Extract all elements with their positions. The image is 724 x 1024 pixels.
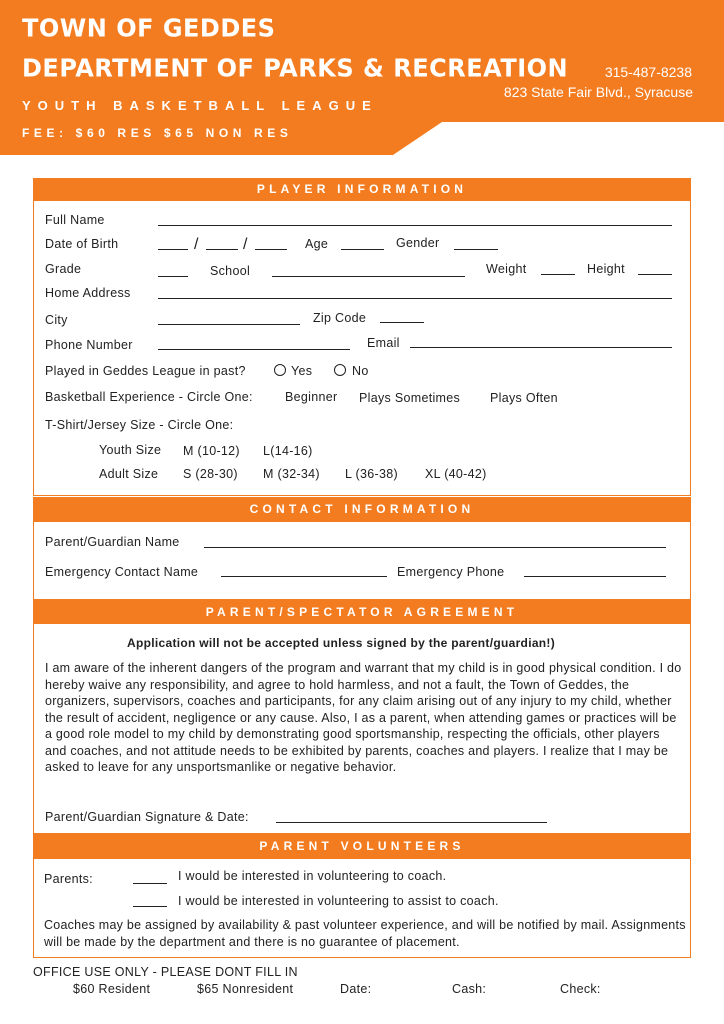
emergency-phone-field[interactable] [524, 576, 666, 577]
dob-month-field[interactable] [158, 249, 188, 250]
adult-size-l[interactable]: L (36-38) [345, 467, 398, 481]
email-label: Email [367, 336, 400, 350]
experience-sometimes[interactable]: Plays Sometimes [359, 391, 461, 405]
assist-volunteer-text: I would be interested in volunteering to assist to coach. [178, 894, 499, 908]
youth-size-l[interactable]: L(14-16) [263, 444, 313, 458]
adult-size-s[interactable]: S (28-30) [183, 467, 238, 481]
full-name-field[interactable] [158, 225, 672, 226]
office-use-title: OFFICE USE ONLY - PLEASE DONT FILL IN [33, 965, 298, 979]
experience-beginner[interactable]: Beginner [285, 390, 338, 404]
header-banner [0, 0, 724, 155]
header-address: 823 State Fair Blvd., Syracuse [503, 84, 693, 100]
agreement-body: I am aware of the inherent dangers of the program and warrant that my child is in good physical condition. I do hereby waive any responsibility, and agree to hold harmless, and not a fault, the Town of Geddes, the organizers, supervisors, coaches and participants, for any claim arising out of any injury to my child, whether the result of accident, negligence or any cause. Also, I as a parent, when attending games or practices will be a good role model to my child by demonstrating good sportsmanship, respecting the officials, other players and coaches, and not attitude needs to be exhibited by parents, coaches and players. I realize that I may be asked to leave for any unsportsmanlike or negative behavior. [45, 661, 682, 774]
dob-label: Date of Birth [45, 237, 119, 251]
home-address-field[interactable] [158, 298, 672, 299]
emergency-name-field[interactable] [221, 576, 387, 577]
dob-year-field[interactable] [255, 249, 287, 250]
zip-field[interactable] [380, 322, 424, 323]
adult-size-label: Adult Size [99, 467, 159, 481]
assist-volunteer-field[interactable] [133, 906, 167, 907]
signature-label: Parent/Guardian Signature & Date: [45, 810, 249, 824]
yes-radio[interactable] [274, 364, 286, 376]
department-title: DEPARTMENT OF PARKS & RECREATION [22, 53, 569, 83]
age-field[interactable] [341, 249, 384, 250]
office-cash: Cash: [452, 982, 487, 996]
youth-size-m[interactable]: M (10-12) [183, 444, 240, 458]
school-field[interactable] [272, 276, 465, 277]
office-resident: $60 Resident [73, 982, 151, 996]
experience-often[interactable]: Plays Often [490, 391, 558, 405]
office-check: Check: [560, 982, 601, 996]
experience-label: Basketball Experience - Circle One: [45, 390, 253, 404]
home-address-label: Home Address [45, 286, 131, 300]
city-field[interactable] [158, 324, 300, 325]
header-phone: 315-487-8238 [604, 64, 692, 80]
guardian-name-field[interactable] [204, 547, 666, 548]
agreement-notice: Application will not be accepted unless signed by the parent/guardian!) [127, 636, 556, 650]
parents-label: Parents: [44, 872, 93, 886]
signature-field[interactable] [276, 822, 547, 823]
zip-label: Zip Code [313, 311, 367, 325]
phone-label: Phone Number [45, 338, 133, 352]
gender-field[interactable] [454, 249, 498, 250]
volunteer-note: Coaches may be assigned by availability & past volunteer experience, and will be notified by mail. Assignments will be made by the department and there is no guarantee of placement. [44, 918, 686, 949]
no-radio[interactable] [334, 364, 346, 376]
fee-text: FEE: $60 RES $65 NON RES [22, 126, 293, 140]
city-label: City [45, 313, 68, 327]
height-label: Height [587, 262, 625, 276]
coach-volunteer-field[interactable] [133, 883, 167, 884]
emergency-name-label: Emergency Contact Name [45, 565, 199, 579]
played-past-label: Played in Geddes League in past? [45, 364, 246, 378]
office-nonresident: $65 Nonresident [197, 982, 294, 996]
yes-label: Yes [291, 364, 313, 378]
weight-field[interactable] [541, 274, 575, 275]
town-title: TOWN OF GEDDES [22, 13, 276, 43]
agreement-section-title: PARENT/SPECTATOR AGREEMENT [33, 600, 691, 624]
dob-separator: / [243, 236, 248, 253]
grade-field[interactable] [158, 276, 188, 277]
league-name: YOUTH BASKETBALL LEAGUE [22, 98, 378, 113]
player-section-title: PLAYER INFORMATION [33, 178, 691, 201]
height-field[interactable] [638, 274, 672, 275]
age-label: Age [305, 237, 329, 251]
shirt-size-label: T-Shirt/Jersey Size - Circle One: [45, 418, 234, 432]
dob-day-field[interactable] [206, 249, 238, 250]
office-date: Date: [340, 982, 372, 996]
gender-label: Gender [396, 236, 440, 250]
volunteers-section-title: PARENT VOLUNTEERS [33, 834, 691, 859]
weight-label: Weight [486, 262, 527, 276]
adult-size-m[interactable]: M (32-34) [263, 467, 320, 481]
contact-section-title: CONTACT INFORMATION [33, 497, 691, 522]
school-label: School [210, 264, 251, 278]
emergency-phone-label: Emergency Phone [397, 565, 505, 579]
adult-size-xl[interactable]: XL (40-42) [425, 467, 487, 481]
youth-size-label: Youth Size [99, 443, 162, 457]
phone-field[interactable] [158, 349, 350, 350]
guardian-name-label: Parent/Guardian Name [45, 535, 180, 549]
grade-label: Grade [45, 262, 82, 276]
dob-separator: / [194, 236, 199, 253]
no-label: No [352, 364, 369, 378]
full-name-label: Full Name [45, 213, 105, 227]
email-field[interactable] [410, 347, 672, 348]
coach-volunteer-text: I would be interested in volunteering to coach. [178, 869, 447, 883]
